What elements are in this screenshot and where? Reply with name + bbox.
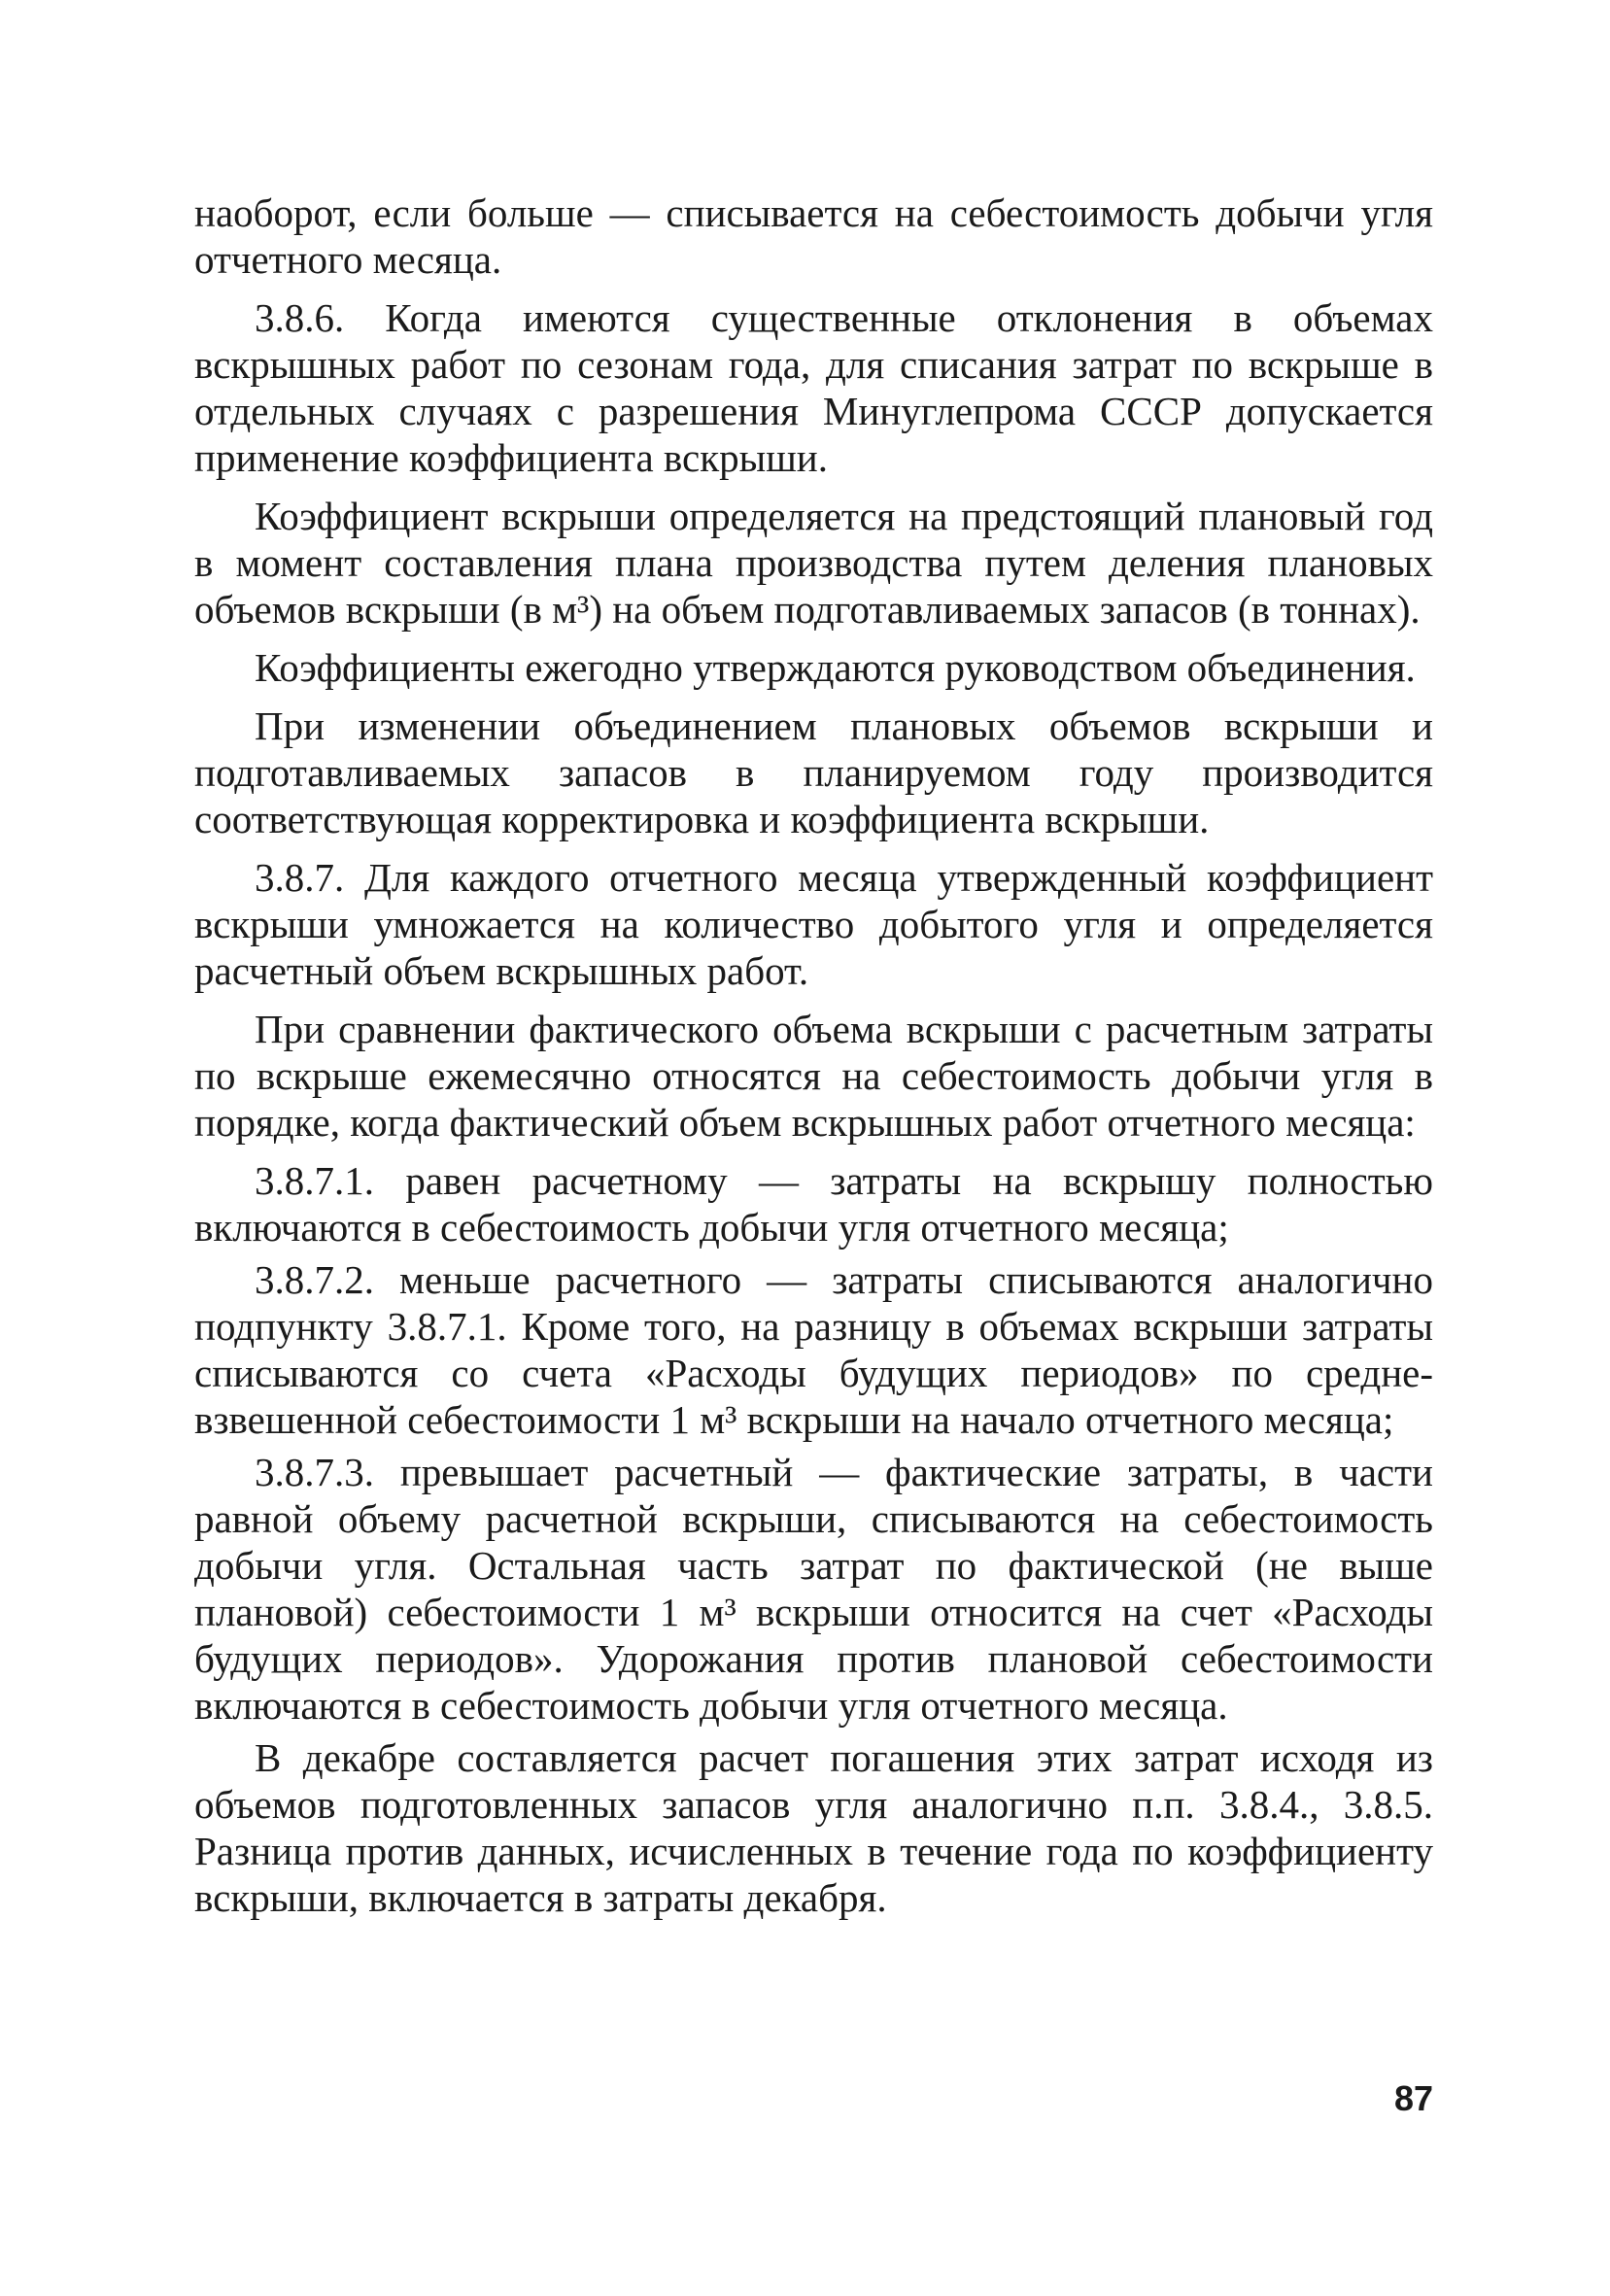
paragraph-3-8-6: 3.8.6. Когда имеются существенные отклонения в объемах вскрышных работ по сезонам года, для списания затрат по вскрыше в отдельных случаях с разрешения Минуглепрома СССР допускается применение коэффициента вскрыши. <box>194 295 1433 480</box>
paragraph-coefficient-approval: Коэффициенты ежегодно утверждаются руководством объединения. <box>255 645 1416 690</box>
page-body <box>194 189 1433 1933</box>
paragraph-coefficient-correction: При изменении объединением плановых объемов вскрыши и подготавливаемых запасов в планируемом году производится соответствующая корректировка и коэффициента вскрыши. <box>194 703 1433 841</box>
paragraph-3-8-7-1: 3.8.7.1. равен расчетному — затраты на вскрышу полностью включаются в себестоимость добычи угля отчетного месяца; <box>194 1158 1433 1250</box>
paragraph-december: В декабре составляется расчет погашения этих затрат исходя из объемов подготовленных запасов угля аналогично п.п. 3.8.4., 3.8.5. Разница против данных, исчисленных в течение года по коэффициенту вскрыши, включается в затраты декабря. <box>194 1735 1433 1920</box>
paragraph-continuation: наоборот, если больше — списывается на себестоимость добычи угля отчетного месяца. <box>194 190 1433 282</box>
paragraph-3-8-7-2: 3.8.7.2. меньше расчетного — затраты списываются аналогично подпункту 3.8.7.1. Кроме того, на разницу в объемах вскрыши затраты списываются со счета «Расходы будущих периодов» по средне-взвешенной себестоимости 1 м³ вскрыши на начало отчетного месяца; <box>194 1257 1433 1442</box>
paragraph-3-8-7-3: 3.8.7.3. превышает расчетный — фактические затраты, в части равной объему расчетной вскрыши, списываются на себестоимость добычи угля. Остальная часть затрат по фактической (не выше плановой) себестоимости 1 м³ вскрыши относится на счет «Расходы будущих периодов». Удорожания против плановой себестоимости включаются в себестоимость добычи угля отчетного месяца. <box>194 1450 1433 1728</box>
paragraph-3-8-7: 3.8.7. Для каждого отчетного месяца утвержденный коэффициент вскрыши умножается на количество добытого угля и определяется расчетный объем вскрышных работ. <box>194 855 1433 993</box>
paragraph-comparison: При сравнении фактического объема вскрыши с расчетным затраты по вскрыше ежемесячно относятся на себестоимость добычи угля в порядке, когда фактический объем вскрышных работ отчетного месяца: <box>194 1007 1433 1145</box>
paragraph-coefficient-definition: Коэффициент вскрыши определяется на предстоящий плановый год в момент составления плана производства путем деления плановых объемов вскрыши (в м³) на объем подготавливаемых запасов (в тоннах). <box>194 494 1433 632</box>
page-number: 87 <box>1393 2078 1433 2118</box>
